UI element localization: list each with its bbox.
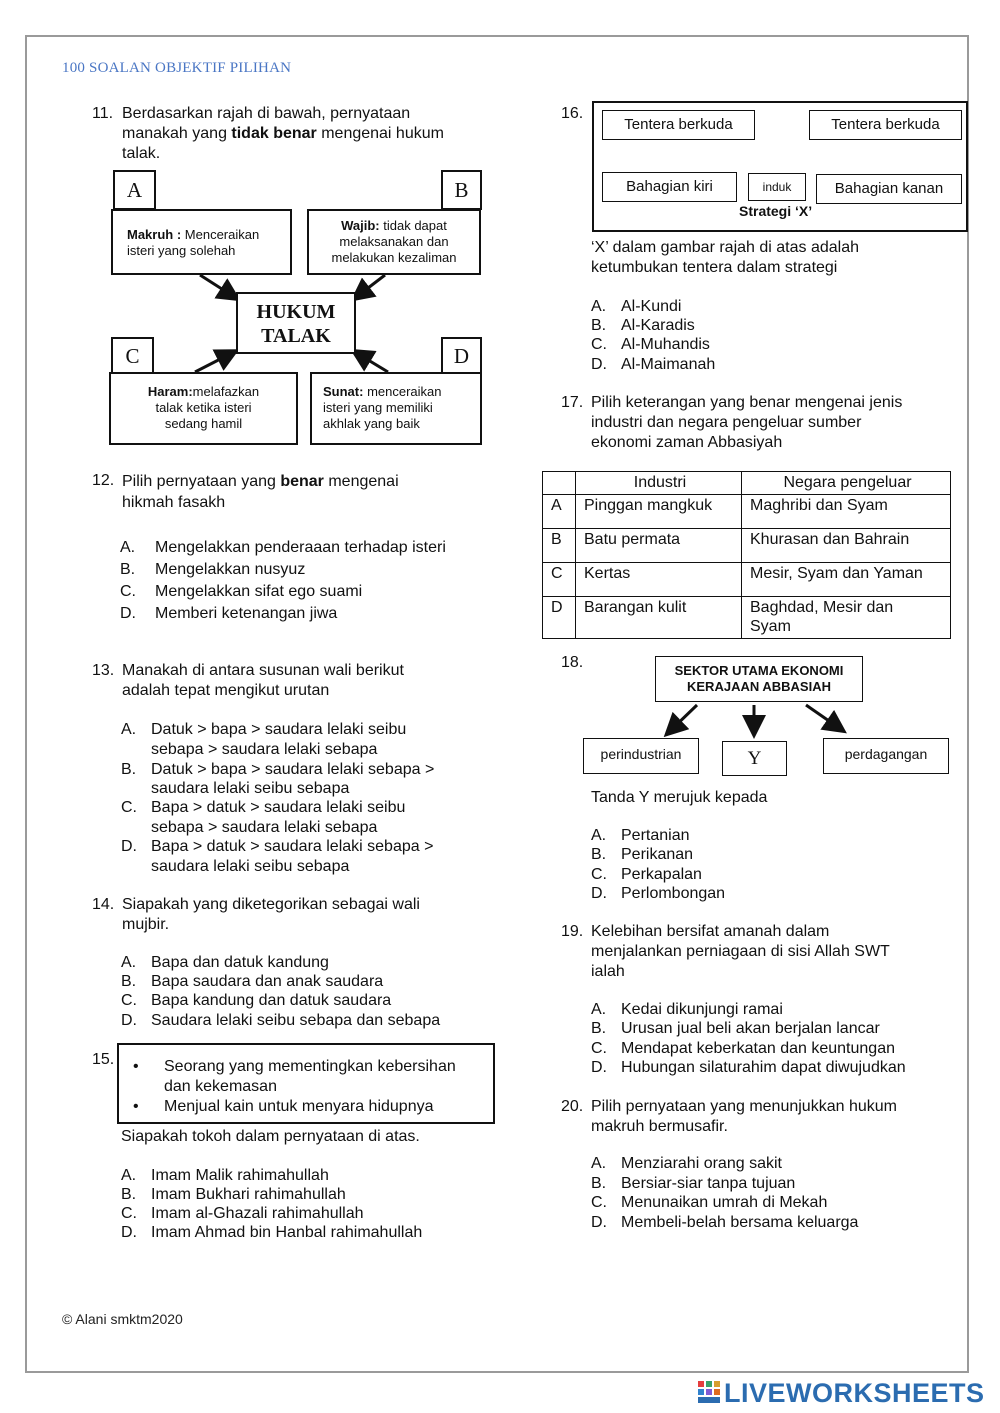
question-16-number: 16.	[561, 105, 584, 122]
tentera-berkuda-right: Tentera berkuda	[809, 110, 962, 140]
question-text: Kelebihan bersifat amanah dalam menjalankan perniagaan di sisi Allah SWT ialah	[591, 923, 890, 980]
q12-line2: hikmah fasakh	[122, 494, 226, 511]
q16-question-text: ‘X’ dalam gambar rajah di atas adalah ketumbukan tentera dalam strategi	[591, 239, 860, 276]
copyright-footer: © Alani smktm2020	[62, 1311, 183, 1327]
question-number: 20.	[561, 1098, 584, 1115]
induk: induk	[748, 173, 806, 201]
sektor-ekonomi-title: SEKTOR UTAMA EKONOMI KERAJAAN ABBASIAH	[655, 656, 863, 702]
box-haram: Haram:melafazkan talak ketika isteri sedang hamil	[109, 372, 298, 445]
q14-line2: mujbir.	[122, 916, 170, 933]
tentera-berkuda-left: Tentera berkuda	[602, 110, 755, 140]
row-negara: Mesir, Syam dan Yaman	[742, 563, 951, 597]
row-label: D	[543, 597, 576, 639]
row-label: B	[543, 529, 576, 563]
label-c: C	[111, 337, 154, 375]
sektor-y: Y	[722, 741, 787, 776]
label-d: D	[441, 337, 482, 375]
q13-option-c[interactable]: C. Bapa > datuk > saudara lelaki seibu sebapa > saudara lelaki sebapa	[121, 799, 406, 836]
row-industri: Pinggan mangkuk	[576, 495, 742, 529]
q13-option-d[interactable]: D. Bapa > datuk > saudara lelaki sebapa > saudara lelaki seibu sebapa	[121, 838, 434, 875]
row-negara: Maghribi dan Syam	[742, 495, 951, 529]
bullet-1: Seorang yang mementingkan kebersihan dan kekemasan	[164, 1058, 456, 1095]
question-18-number: 18.	[561, 654, 584, 671]
label-a: A	[113, 170, 156, 210]
q13-option-b[interactable]: B. Datuk > bapa > saudara lelaki sebapa > saudara lelaki seibu sebapa	[121, 761, 435, 797]
table-header-negara: Negara pengeluar	[742, 472, 951, 495]
q15-question-text: Siapakah tokoh dalam pernyataan di atas.	[121, 1128, 420, 1145]
arrow-left	[668, 705, 697, 733]
sektor-perindustrian: perindustrian	[583, 738, 699, 774]
row-label: C	[543, 563, 576, 597]
hukum-talak-center: HUKUM TALAK	[236, 292, 356, 354]
q12-line1: Pilih pernyataan yang benar mengenai	[122, 473, 399, 490]
strategi-caption: Strategi ‘X’	[739, 203, 813, 219]
table-header-industri: Industri	[576, 472, 742, 495]
question-15-number: 15.	[92, 1051, 115, 1068]
question-number: 11.	[92, 105, 114, 122]
box-wajib: Wajib: tidak dapat melaksanakan dan melakukan kezaliman	[307, 209, 481, 275]
bullet-1-dot: •	[133, 1058, 139, 1075]
arrow-right	[806, 705, 842, 730]
q11-line2: manakah yang tidak benar mengenai hukum	[122, 125, 444, 142]
row-industri: Kertas	[576, 563, 742, 597]
row-industri: Batu permata	[576, 529, 742, 563]
q11-line1: Berdasarkan rajah di bawah, pernyataan	[122, 105, 411, 122]
row-label: A	[543, 495, 576, 529]
q13-line1: Manakah di antara susunan wali berikut	[122, 662, 404, 679]
q13-line2: adalah tepat mengikut urutan	[122, 682, 330, 699]
row-negara: Khurasan dan Bahrain	[742, 529, 951, 563]
question-number: 12.	[92, 472, 115, 489]
question-number: 17.	[561, 394, 584, 411]
box-sunat: Sunat: menceraikan isteri yang memiliki akhlak yang baik	[310, 372, 482, 445]
box-makruh: Makruh : Menceraikan isteri yang solehah	[111, 209, 292, 275]
row-industri: Barangan kulit	[576, 597, 742, 639]
label-b: B	[441, 170, 482, 210]
q11-line3: talak.	[122, 145, 161, 162]
sektor-perdagangan: perdagangan	[823, 738, 949, 774]
question-text: Pilih keterangan yang benar mengenai jenis industri dan negara pengeluar sumber ekonomi zaman Abbasiyah	[591, 394, 903, 451]
liveworksheets-logo-icon	[698, 1381, 720, 1405]
question-number: 14.	[92, 896, 115, 913]
bullet-2-dot: •	[133, 1098, 139, 1115]
liveworksheets-brand[interactable]: LIVEWORKSHEETS	[724, 1378, 985, 1408]
bahagian-kanan: Bahagian kanan	[816, 174, 962, 204]
bullet-2: Menjual kain untuk menyara hidupnya	[164, 1098, 434, 1115]
q13-option-a[interactable]: A. Datuk > bapa > saudara lelaki seibu sebapa > saudara lelaki sebapa	[121, 721, 407, 758]
bahagian-kiri: Bahagian kiri	[602, 172, 737, 202]
question-text: Pilih pernyataan yang menunjukkan hukum makruh bermusafir.	[591, 1098, 897, 1135]
question-number: 19.	[561, 923, 584, 940]
q18-question-text: Tanda Y merujuk kepada	[591, 789, 768, 806]
q14-line1: Siapakah yang diketegorikan sebagai wali	[122, 896, 420, 913]
question-number: 13.	[92, 662, 115, 679]
page-header: 100 SOALAN OBJEKTIF PILIHAN	[62, 60, 292, 76]
row-negara: Baghdad, Mesir dan Syam	[742, 597, 951, 639]
